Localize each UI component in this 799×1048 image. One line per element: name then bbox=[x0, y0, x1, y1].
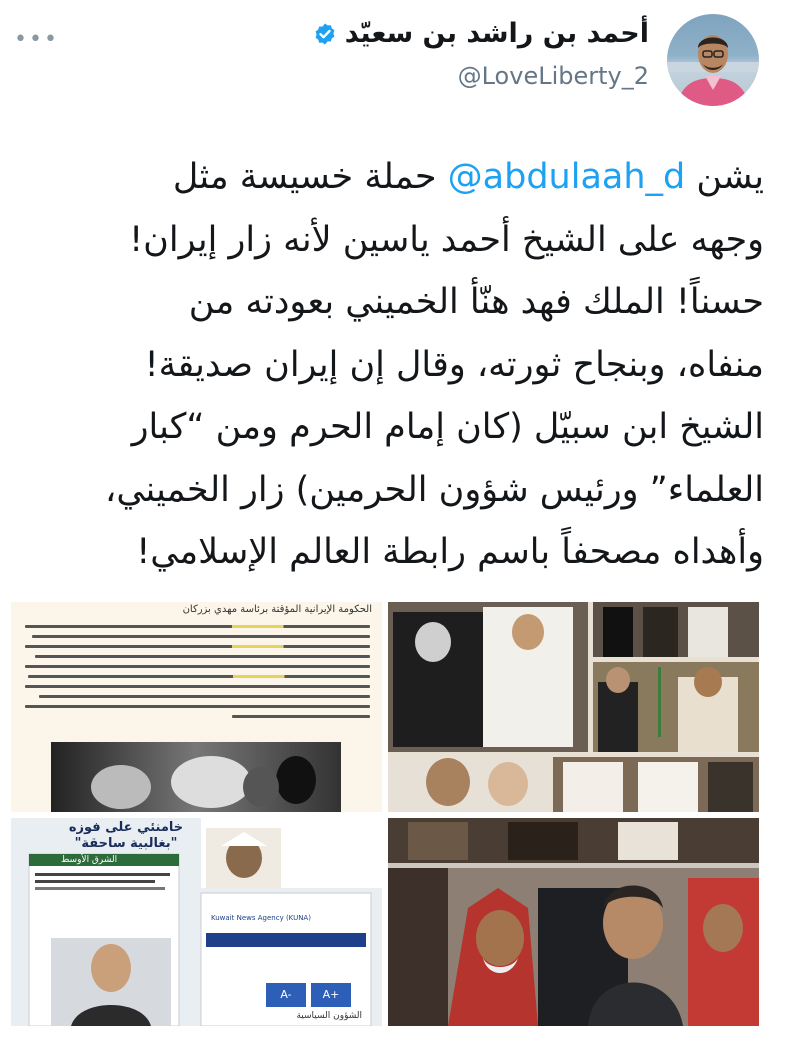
news-agency-name: Kuwait News Agency (KUNA) bbox=[211, 914, 311, 922]
tweet-text-segment: حملة خسيسة مثل bbox=[172, 157, 448, 197]
avatar[interactable] bbox=[667, 14, 759, 106]
document-heading: الحكومة الإيرانية المؤقتة برئاسة مهدي بزركان bbox=[182, 604, 372, 615]
author-handle[interactable]: @LoveLiberty_2 bbox=[457, 62, 649, 90]
media-grid bbox=[11, 602, 759, 1026]
media-image-document[interactable] bbox=[11, 602, 382, 812]
collage-photos bbox=[388, 602, 759, 812]
newspaper-masthead: الشرق الأوسط bbox=[61, 855, 118, 865]
font-decrease-button: A- bbox=[280, 988, 292, 1001]
media-image-collage[interactable] bbox=[388, 602, 759, 812]
mention-link[interactable]: @abdulaah_d bbox=[447, 157, 686, 197]
tweet-line-7: وأهداه مصحفاً باسم رابطة العالم الإسلامي! bbox=[136, 532, 764, 572]
media-image-photo[interactable] bbox=[388, 818, 759, 1026]
avatar-portrait-icon bbox=[667, 14, 759, 106]
author-name[interactable]: أحمد بن راشد بن سعيّد bbox=[344, 18, 649, 49]
verified-badge-icon bbox=[313, 22, 337, 46]
newspaper-headline: خامنئي على فوزه "بغالبية ساحقة" bbox=[68, 820, 184, 851]
section-label: الشؤون السياسية bbox=[296, 1011, 362, 1021]
tweet-line-5: الشيخ ابن سبيّل (كان إمام الحرم ومن “كبار bbox=[131, 407, 764, 447]
document-photo bbox=[11, 602, 382, 812]
more-options-icon[interactable]: ••• bbox=[14, 27, 59, 52]
tweet-line-6: العلماء” ورئيس شؤون الحرمين) زار الخميني، bbox=[105, 469, 764, 510]
author-name-row[interactable] bbox=[313, 18, 649, 49]
font-increase-button: A+ bbox=[322, 988, 340, 1001]
photo-officials bbox=[388, 818, 759, 1026]
tweet-line-4: منفاه، وبنجاح ثورته، وقال إن إيران صديقة! bbox=[144, 344, 764, 385]
tweet-text-segment: يشن bbox=[685, 157, 764, 197]
tweet-line-3: حسناً! الملك فهد هنّأ الخميني بعودته من bbox=[188, 282, 764, 322]
tweet-header bbox=[0, 0, 799, 120]
tweet-line-2: وجهه على الشيخ أحمد ياسين لأنه زار إيران! bbox=[129, 219, 764, 260]
media-image-newspaper[interactable] bbox=[11, 818, 382, 1026]
tweet-body bbox=[40, 146, 764, 584]
tweet-line-1 bbox=[40, 146, 764, 209]
